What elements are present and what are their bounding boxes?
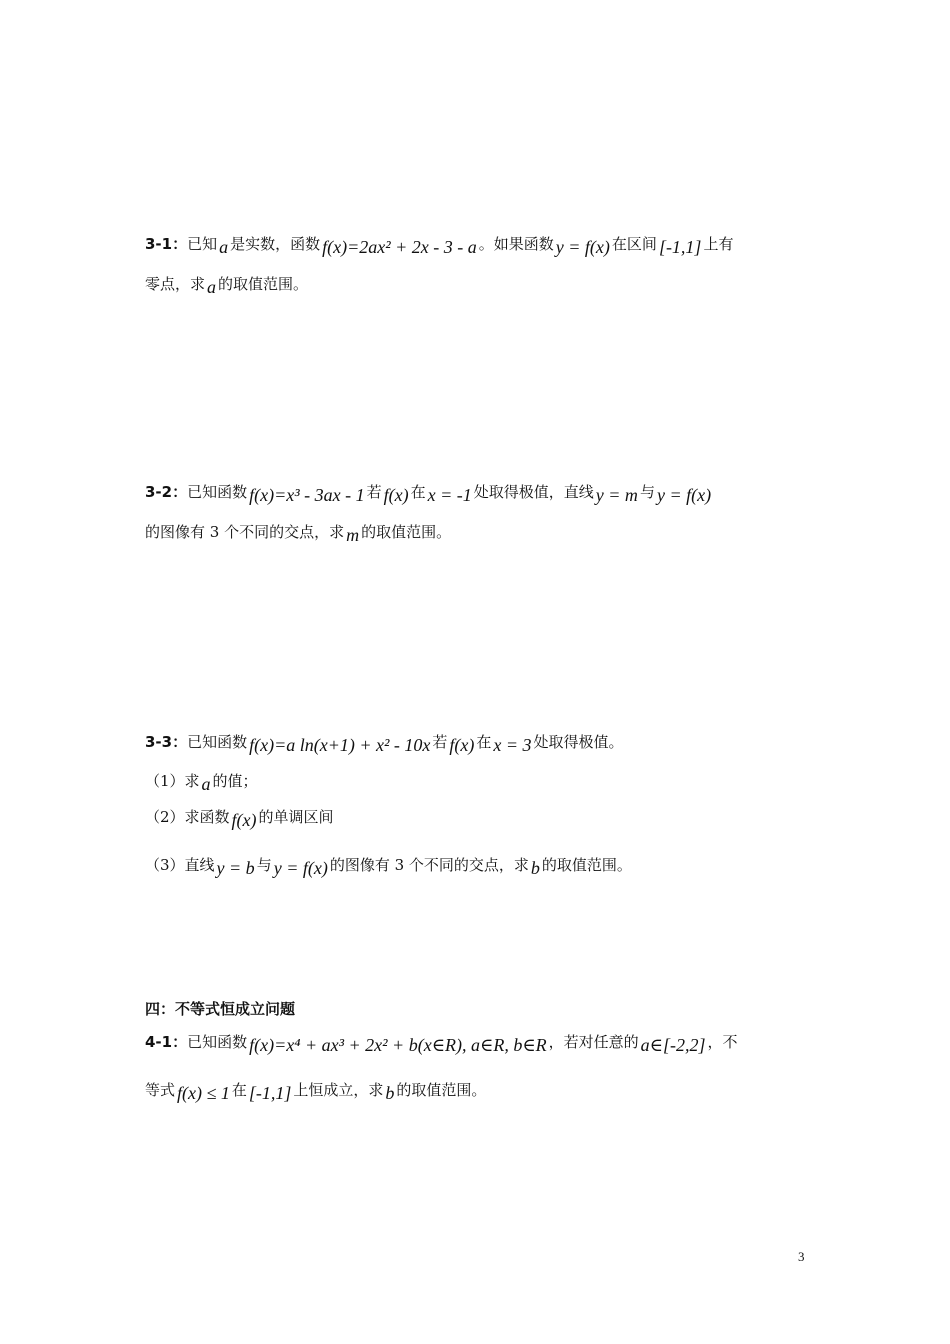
text: 与 — [256, 856, 272, 874]
math-expression: f(x)=x⁴ + ax³ + 2x² + b(x∈R), a∈R, b∈R — [249, 1035, 547, 1055]
math-expression: f(x) — [449, 735, 475, 755]
text: 在区间 — [611, 235, 657, 253]
text: 的值； — [212, 772, 258, 790]
text: 已知函数 — [187, 483, 248, 501]
text: 已知函数 — [187, 733, 248, 751]
text: ，不 — [707, 1033, 738, 1051]
text: 。如果函数 — [478, 235, 554, 253]
problem-label: 3-2： — [145, 483, 188, 501]
problem-4-1-line-1 — [145, 1030, 810, 1053]
math-var: m — [346, 525, 360, 545]
math-interval: [-1,1] — [658, 237, 702, 257]
problem-3-2-line-2 — [145, 520, 810, 543]
text: 的取值范围。 — [396, 1081, 487, 1099]
math-expression: f(x) — [231, 810, 257, 830]
math-expression: y = f(x) — [273, 858, 328, 878]
problem-3-3-sub-3 — [145, 853, 810, 876]
math-expression: y = f(x) — [656, 485, 712, 505]
text: 的单调区间 — [258, 808, 334, 826]
math-var: a — [201, 774, 211, 794]
math-var: a — [207, 277, 217, 297]
text: （1）求 — [145, 772, 200, 790]
problem-3-1-line-2 — [145, 272, 810, 295]
math-expression: f(x)=2ax² + 2x - 3 - a — [322, 237, 477, 257]
problem-3-3-line-1 — [145, 730, 810, 753]
page-number: 3 — [798, 1249, 805, 1264]
math-expression: f(x) ≤ 1 — [177, 1083, 230, 1103]
text: 若 — [366, 483, 382, 501]
problem-label: 3-1： — [145, 235, 188, 253]
text: 在 — [231, 1081, 247, 1099]
text: 在 — [476, 733, 492, 751]
text: 处取得极值。 — [533, 733, 624, 751]
text: 的取值范围。 — [218, 275, 309, 293]
math-var: b — [530, 858, 540, 878]
section-4-heading: 四：不等式恒成立问题 — [145, 1000, 296, 1018]
math-expression: a∈[-2,2] — [640, 1035, 706, 1055]
math-expression: y = m — [595, 485, 638, 505]
math-expression: f(x) — [383, 485, 409, 505]
math-expression: f(x)=x³ - 3ax - 1 — [249, 485, 365, 505]
math-var: b — [385, 1083, 395, 1103]
math-interval: [-1,1] — [248, 1083, 292, 1103]
text: （2）求函数 — [145, 808, 230, 826]
text: 若 — [432, 733, 448, 751]
text: 上恒成立，求 — [293, 1081, 384, 1099]
text: 零点，求 — [145, 275, 206, 293]
text: 与 — [639, 483, 655, 501]
text: 的图像有 3 个不同的交点，求 — [329, 856, 529, 874]
text: 的图像有 3 个不同的交点，求 — [145, 523, 345, 541]
problem-3-2-line-1 — [145, 480, 810, 503]
problem-3-3-sub-2 — [145, 805, 810, 828]
problem-4-1-line-2 — [145, 1078, 810, 1101]
text: ，若对任意的 — [548, 1033, 639, 1051]
text: （3）直线 — [145, 856, 215, 874]
math-expression: y = b — [216, 858, 255, 878]
problem-label: 3-3： — [145, 733, 188, 751]
text: 的取值范围。 — [361, 523, 452, 541]
text: 在 — [410, 483, 426, 501]
text: 是实数，函数 — [230, 235, 321, 253]
text: 已知函数 — [187, 1033, 248, 1051]
math-var: a — [219, 237, 229, 257]
text: 等式 — [145, 1081, 176, 1099]
text: 上有 — [703, 235, 734, 253]
math-expression: y = f(x) — [555, 237, 610, 257]
text: 已知 — [187, 235, 218, 253]
text: 的取值范围。 — [541, 856, 632, 874]
math-expression: f(x)=a ln(x+1) + x² - 10x — [249, 735, 431, 755]
math-expression: x = -1 — [427, 485, 472, 505]
text: 处取得极值，直线 — [473, 483, 594, 501]
math-expression: x = 3 — [493, 735, 532, 755]
problem-3-3-sub-1 — [145, 769, 810, 792]
problem-3-1-line-1 — [145, 232, 810, 255]
problem-label: 4-1： — [145, 1033, 188, 1051]
